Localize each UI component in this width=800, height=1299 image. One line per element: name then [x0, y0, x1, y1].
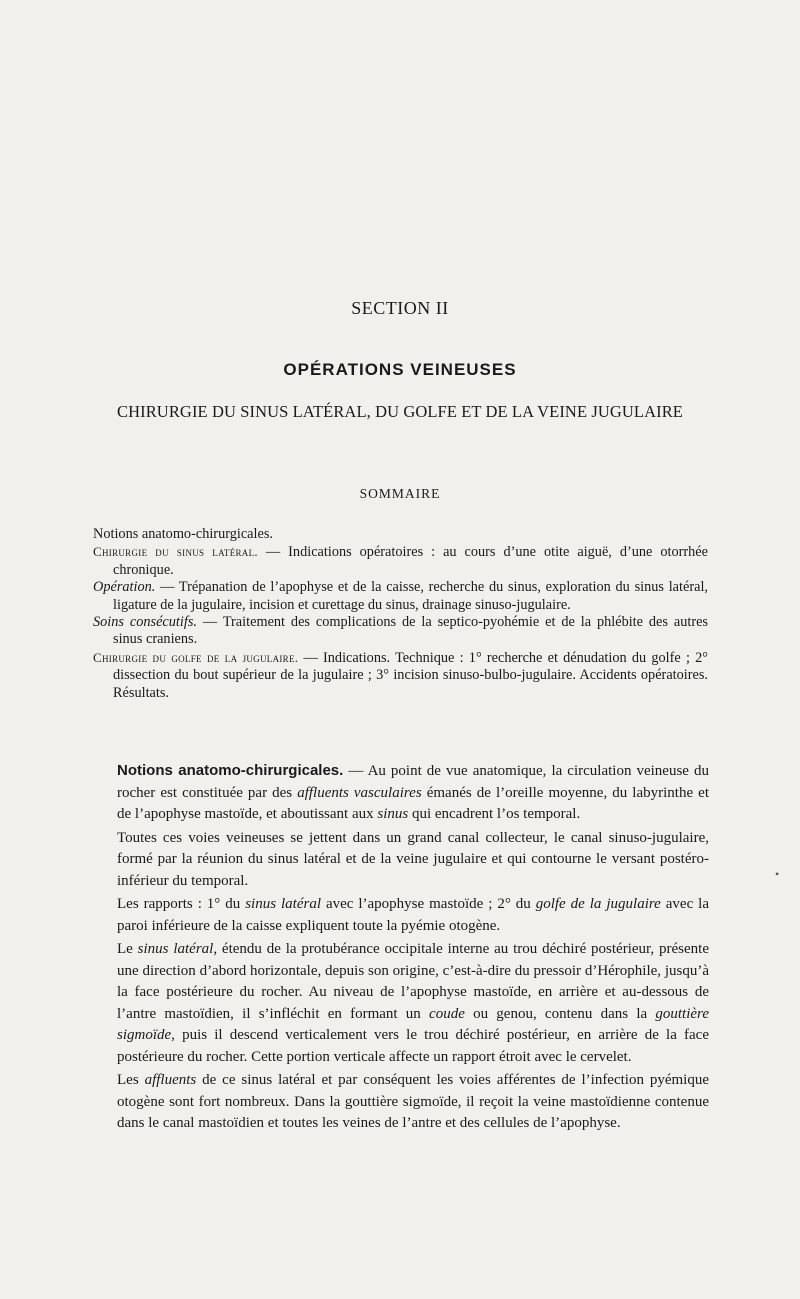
paragraph: Le sinus latéral, étendu de la protubérance occipitale interne au trou déchiré postérieur, présente une direction d’abord horizontale, depuis son origine, c’est-à-dire du pressoir d’Hérophile, jusqu’à la face postérieure du rocher. Au niveau de l’apophyse mastoïde, en arrière et au-dessous de l’antre mastoïdien, il s’infléchit en formant un coude ou genou, contenu dans la gouttière sigmoïde, puis il descend verticalement vers le trou déchiré postérieur, en arrière de la face postérieure du rocher. Cette portion verticale affecte un rapport étroit avec le cervelet.	[117, 941, 709, 1065]
margin-mark: •	[775, 867, 780, 881]
chapter-subtitle: CHIRURGIE DU SINUS LATÉRAL, DU GOLFE ET DE LA VEINE JUGULAIRE	[116, 402, 683, 421]
paragraph: Toutes ces voies veineuses se jettent dans un grand canal collecteur, le canal sinuso-jugulaire, formé par la réunion du sinus latéral et de la veine jugulaire et qui contourne le versant postéro-inférieur du temporal.	[117, 829, 709, 889]
summary-heading: SOMMAIRE	[359, 486, 441, 501]
chapter-title: OPÉRATIONS VEINEUSES	[283, 360, 517, 379]
paragraph: Les rapports : 1° du sinus latéral avec l’apophyse mastoïde ; 2° du golfe de la jugulaire avec la paroi inférieure de la caisse expliquent toute la pyémie otogène.	[117, 896, 709, 934]
summary-item: Opération. — Trépanation de l’apophyse et de la caisse, recherche du sinus, exploration du sinus latéral, ligature de la jugulaire, incision et curettage du sinus, drainage sinuso-jugulaire.	[93, 579, 708, 613]
summary-block	[93, 526, 708, 702]
summary-item: Notions anatomo-chirurgicales.	[93, 526, 273, 542]
paragraph: Notions anatomo-chirurgicales. — Au point de vue anatomique, la circulation veineuse du rocher est constituée par des affluents vasculaires émanés de l’oreille moyenne, du labyrinthe et de l’apophyse mastoïde, et aboutissant aux sinus qui encadrent l’os temporal.	[117, 762, 709, 822]
body-text	[117, 760, 709, 1137]
summary-item: Soins consécutifs. — Traitement des complications de la septico-pyohémie et de la phlébite des autres sinus craniens.	[93, 614, 708, 648]
summary-item: Chirurgie du sinus latéral. — Indications opératoires : au cours d’une otite aiguë, d’une otorrhée chronique.	[93, 544, 708, 578]
summary-item: Chirurgie du golfe de la jugulaire. — Indications. Technique : 1° recherche et dénudation du golfe ; 2° dissection du bout supérieur de la jugulaire ; 3° incision sinuso-bulbo-jugulaire. Accidents opératoires. Résultats.	[93, 649, 708, 701]
paragraph: Les affluents de ce sinus latéral et par conséquent les voies afférentes de l’infection pyémique otogène sont fort nombreux. Dans la gouttière sigmoïde, il reçoit la veine mastoïdienne contenue dans le canal mastoïdien et toutes les veines de l’antre et des cellules de l’apophyse.	[117, 1072, 709, 1131]
section-label: SECTION II	[351, 298, 449, 318]
